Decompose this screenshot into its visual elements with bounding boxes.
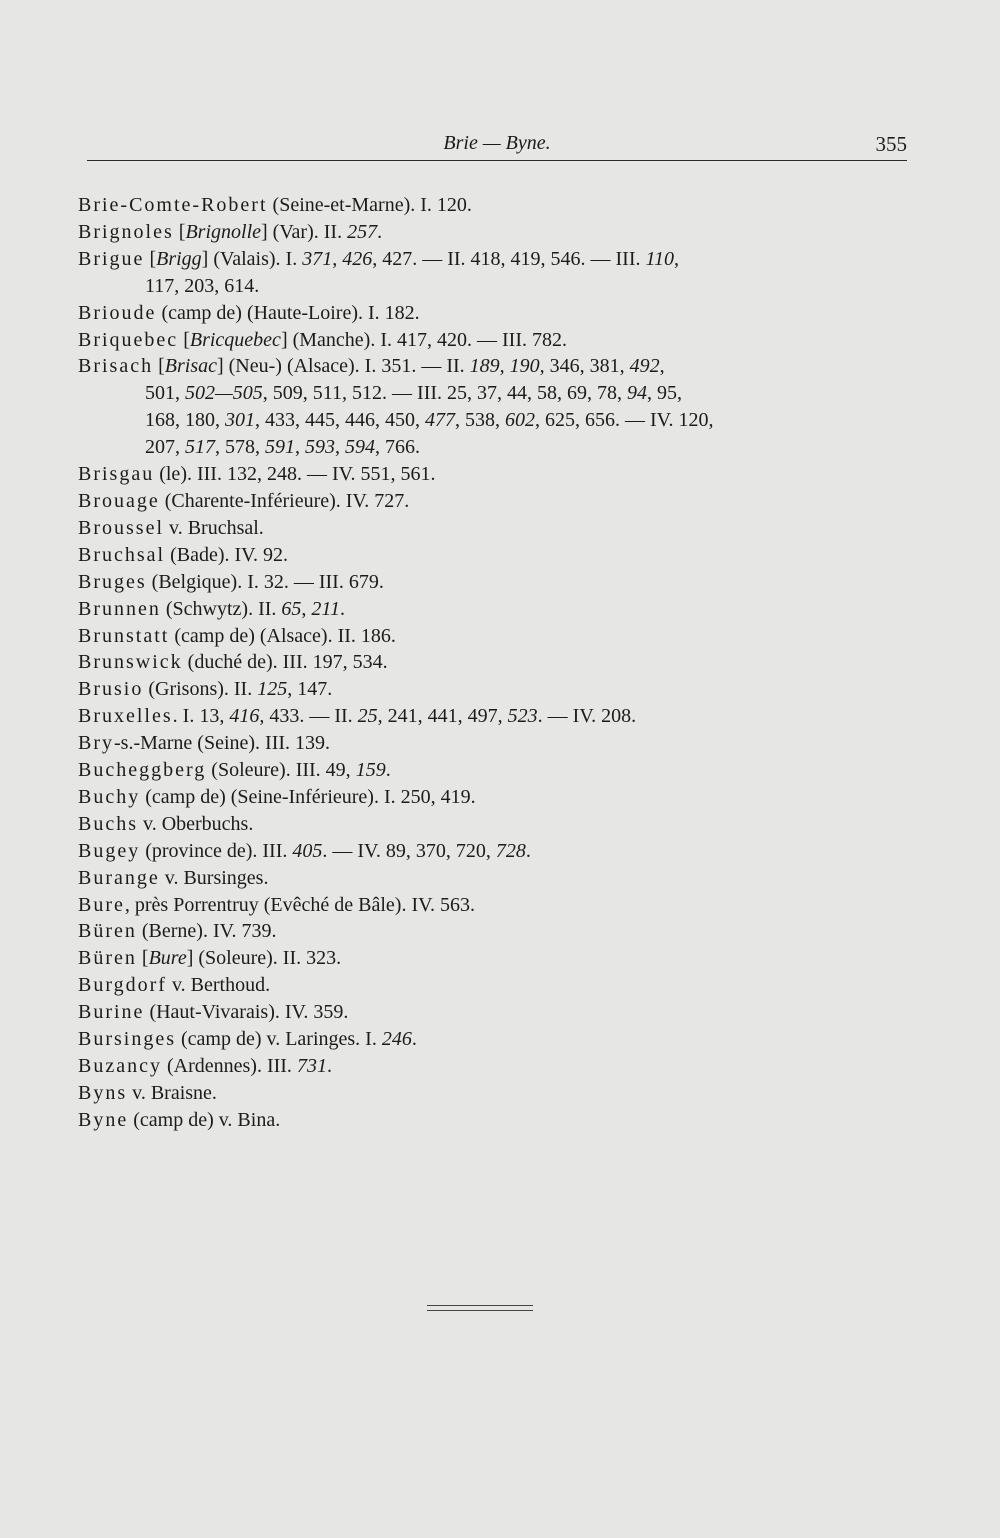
index-entry: [78, 865, 913, 892]
entry-first-line: Briquebec [Bricquebec] (Manche). I. 417, 420. — III. 782.: [78, 328, 567, 351]
entry-first-line: Burine (Haut-Vivarais). IV. 359.: [78, 1001, 349, 1024]
italic-reference: Bricquebec: [189, 328, 281, 351]
index-entry: [78, 999, 913, 1026]
entry-first-line: Büren (Berne). IV. 739.: [78, 920, 277, 943]
index-entry: [78, 730, 913, 757]
index-entry: [78, 353, 913, 461]
entry-headword: Büren: [78, 947, 137, 970]
entry-headword: Bucheggberg: [78, 759, 207, 782]
index-entry: [78, 219, 913, 246]
entry-first-line: Byne (camp de) v. Bina.: [78, 1108, 281, 1131]
index-entry: [78, 703, 913, 730]
entry-headword: Burange: [78, 866, 160, 889]
header-rule: [87, 160, 907, 161]
entry-first-line: Bugey (province de). III. 405. — IV. 89, 370, 720, 728.: [78, 839, 531, 862]
index-entry: [78, 569, 913, 596]
italic-reference: 517: [185, 436, 215, 459]
italic-reference: 125: [257, 678, 288, 701]
entry-headword: Buchs: [78, 812, 138, 835]
entry-first-line: Bucheggberg (Soleure). III. 49, 159.: [78, 759, 391, 782]
italic-reference: 492: [629, 355, 660, 378]
entry-first-line: Büren [Bure] (Soleure). II. 323.: [78, 947, 342, 970]
entry-headword: Bruges: [78, 570, 147, 593]
entry-first-line: Brisgau (le). III. 132, 248. — IV. 551, 561.: [78, 463, 436, 486]
entry-first-line: Bruchsal (Bade). IV. 92.: [78, 543, 289, 566]
index-entry: [78, 623, 913, 650]
entry-first-line: Bry-s.-Marne (Seine). III. 139.: [78, 732, 331, 755]
entry-headword: Burgdorf: [78, 974, 167, 997]
italic-reference: Brignolle: [185, 220, 261, 243]
index-entry: [78, 542, 913, 569]
italic-reference: 523: [507, 705, 538, 728]
entry-headword: Burine: [78, 1001, 145, 1024]
entry-first-line: Bruxelles. I. 13, 416, 433. — II. 25, 241, 441, 497, 523. — IV. 208.: [78, 705, 637, 728]
index-entry: [78, 300, 913, 327]
italic-reference: 371: [302, 247, 333, 270]
entry-headword: Bry: [78, 732, 114, 755]
index-entry: [78, 488, 913, 515]
page-number: 355: [875, 132, 907, 156]
entry-headword: Brunstatt: [78, 624, 170, 647]
entry-first-line: Buchs v. Oberbuchs.: [78, 812, 254, 835]
italic-reference: 301: [225, 409, 255, 432]
entry-first-line: Brignoles [Brignolle] (Var). II. 257.: [78, 220, 383, 243]
index-entry: [78, 515, 913, 542]
entry-first-line: Brisach [Brisac] (Neu-) (Alsace). I. 351. — II. 189, 190, 346, 381, 492,: [78, 355, 665, 378]
italic-reference: 602: [505, 409, 535, 432]
entry-headword: Buchy: [78, 785, 141, 808]
entry-headword: Brunnen: [78, 597, 161, 620]
entry-headword: Brouage: [78, 489, 160, 512]
entry-first-line: Bruges (Belgique). I. 32. — III. 679.: [78, 570, 384, 593]
italic-reference: Brigg: [156, 247, 202, 270]
index-entry: [78, 892, 913, 919]
entry-headword: Brusio: [78, 678, 144, 701]
italic-reference: 110: [645, 247, 675, 270]
italic-reference: 591: [265, 436, 295, 459]
entry-continuation-line: 117, 203, 614.: [145, 274, 260, 297]
italic-reference: 211: [311, 597, 340, 620]
italic-reference: 405: [292, 839, 323, 862]
entry-headword: Bugey: [78, 839, 141, 862]
entry-first-line: Broussel v. Bruchsal.: [78, 516, 264, 539]
italic-reference: 416: [229, 705, 260, 728]
italic-reference: 731: [296, 1055, 327, 1077]
italic-reference: Brisac: [164, 355, 217, 378]
closing-rule-bottom: [427, 1310, 533, 1311]
entry-first-line: Brunnen (Schwytz). II. 65, 211.: [78, 597, 345, 620]
index-entry: [78, 811, 913, 838]
italic-reference: 189: [469, 355, 500, 378]
entry-headword: Broussel: [78, 516, 164, 539]
entry-headword: Büren: [78, 920, 137, 943]
entry-first-line: Bure, près Porrentruy (Evêché de Bâle). IV. 563.: [78, 893, 475, 916]
italic-reference: 257: [347, 220, 378, 243]
entry-first-line: Brigue [Brigg] (Valais). I. 371, 426, 427. — II. 418, 419, 546. — III. 110,: [78, 247, 680, 270]
index-entry: [78, 1053, 913, 1080]
italic-reference: 159: [355, 759, 386, 782]
italic-reference: 25: [357, 705, 378, 728]
entry-headword: Bure: [78, 893, 125, 916]
italic-reference: 94: [627, 382, 648, 405]
entry-first-line: Buchy (camp de) (Seine-Inférieure). I. 250, 419.: [78, 785, 476, 808]
entry-headword: Brisgau: [78, 463, 155, 486]
entry-headword: Brioude: [78, 301, 157, 324]
italic-reference: 728: [495, 839, 526, 862]
entry-headword: Bruxelles: [78, 705, 173, 728]
index-entry: [78, 757, 913, 784]
index-entry: [78, 1026, 913, 1053]
index-entry: [78, 649, 913, 676]
index-entry: [78, 676, 913, 703]
entry-continuation-line: 168, 180, 301, 433, 445, 446, 450, 477, 538, 602, 625, 656. — IV. 120,: [145, 409, 714, 432]
index-entry: [78, 784, 913, 811]
entry-first-line: Brioude (camp de) (Haute-Loire). I. 182.: [78, 301, 420, 324]
entry-first-line: Brie-Comte-Robert (Seine-et-Marne). I. 120.: [78, 194, 472, 216]
entry-headword: Brigue: [78, 247, 145, 270]
italic-reference: 502—505: [185, 382, 263, 405]
entry-first-line: Brusio (Grisons). II. 125, 147.: [78, 678, 333, 701]
italic-reference: 190: [509, 355, 540, 378]
italic-reference: 426: [342, 247, 373, 270]
index-entry: [78, 461, 913, 488]
index-entries: [78, 192, 913, 1134]
entry-headword: Brunswick: [78, 651, 183, 674]
index-entry: [78, 327, 913, 354]
entry-headword: Brie-Comte-Robert: [78, 194, 268, 216]
index-entry: [78, 972, 913, 999]
italic-reference: 593: [305, 436, 335, 459]
entry-headword: Byns: [78, 1081, 128, 1104]
entry-first-line: Brunswick (duché de). III. 197, 534.: [78, 651, 388, 674]
index-entry: [78, 1080, 913, 1107]
entry-headword: Brignoles: [78, 220, 174, 243]
entry-headword: Bursinges: [78, 1028, 176, 1051]
entry-continuation-line: 207, 517, 578, 591, 593, 594, 766.: [145, 436, 420, 459]
running-head-title: Brie — Byne.: [443, 132, 551, 154]
italic-reference: 594: [345, 436, 375, 459]
closing-rule-top: [427, 1305, 533, 1306]
entry-first-line: Burgdorf v. Berthoud.: [78, 974, 271, 997]
index-entry: [78, 192, 913, 219]
entry-headword: Buzancy: [78, 1055, 162, 1077]
index-entry: [78, 246, 913, 300]
index-entry: [78, 838, 913, 865]
entry-first-line: Brunstatt (camp de) (Alsace). II. 186.: [78, 624, 396, 647]
entry-headword: Bruchsal: [78, 543, 166, 566]
index-entry: [78, 596, 913, 623]
index-entry: [78, 1107, 913, 1134]
entry-first-line: Buzancy (Ardennes). III. 731.: [78, 1055, 332, 1077]
italic-reference: 246: [381, 1028, 412, 1051]
entry-headword: Byne: [78, 1108, 129, 1131]
index-entry: [78, 945, 913, 972]
entry-headword: Briquebec: [78, 328, 179, 351]
index-entry: [78, 918, 913, 945]
entry-headword: Brisach: [78, 355, 154, 378]
entry-first-line: Byns v. Braisne.: [78, 1081, 217, 1104]
italic-reference: Bure: [148, 947, 187, 970]
running-head: [87, 128, 907, 158]
italic-reference: 65: [281, 597, 302, 620]
entry-first-line: Burange v. Bursinges.: [78, 866, 269, 889]
italic-reference: 477: [425, 409, 455, 432]
entry-continuation-line: 501, 502—505, 509, 511, 512. — III. 25, 37, 44, 58, 69, 78, 94, 95,: [145, 382, 683, 405]
entry-first-line: Brouage (Charente-Inférieure). IV. 727.: [78, 489, 410, 512]
entry-first-line: Bursinges (camp de) v. Laringes. I. 246.: [78, 1028, 417, 1051]
